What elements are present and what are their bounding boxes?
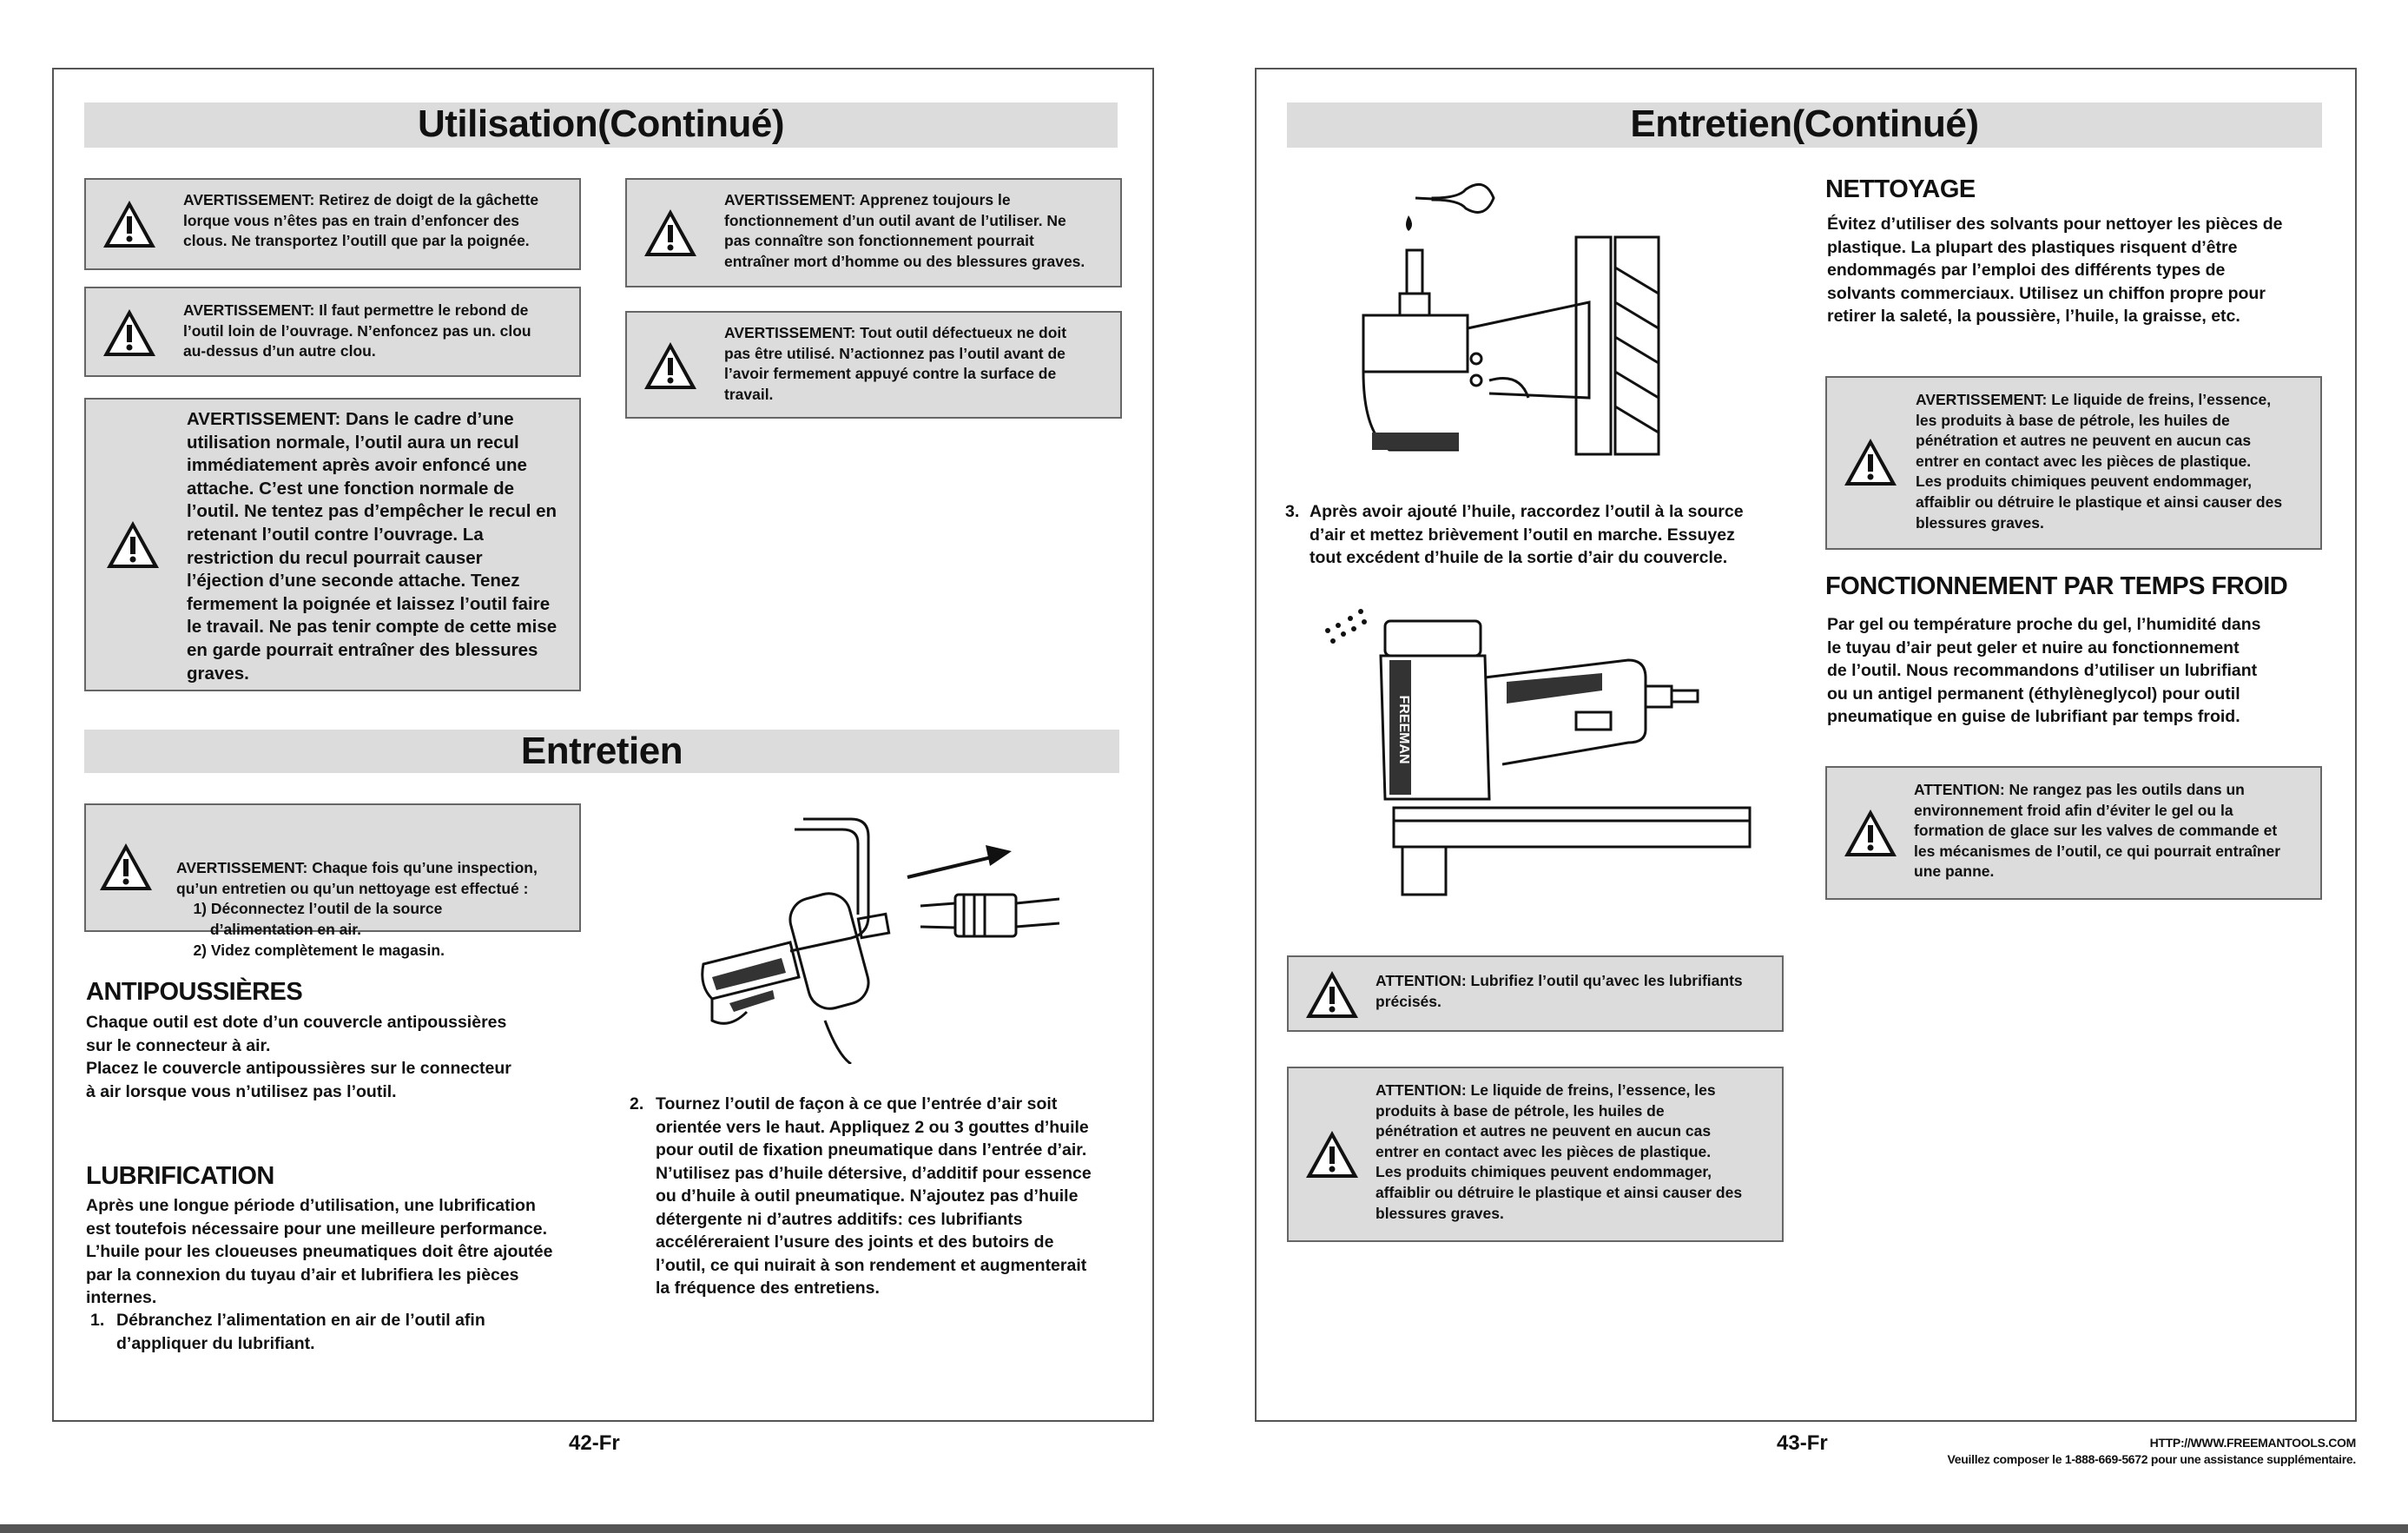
step-text: Tournez l’outil de façon à ce que l’entrée d’air soit orientée vers le haut. Appliquez 2 ou 3 gouttes d’huile pour outil de fixation pneumatique dans l’entrée d’air. N’utilisez pas d’huile détersive, d’additif pour essence ou d’huile à outil pneumatique. N’ajoutez pas d’huile détergente ni d’autres additifs: ces lubrifiants accéléreraient l’usure des joints et des butoirs de l’outil, ce qui nuirait à son rendement et augmenterait la fréquence des entretiens. xyxy=(656,1094,1092,1298)
step-number: 1. xyxy=(90,1311,105,1330)
warning-box-rebound xyxy=(84,287,581,377)
warning-triangle-icon xyxy=(1304,969,1360,1020)
footer-phone: Veuillez composer le 1-888-669-5672 pour une assistance supplémentaire. xyxy=(1947,1452,2356,1466)
warning-triangle-icon xyxy=(1843,437,1898,487)
step-number: 3. xyxy=(1285,502,1300,521)
attention-text: ATTENTION: Le liquide de freins, l’essence, les produits à base de pétrole, les huiles de pénétration et autres ne peuvent en aucun cas entrer en contact avec les pièces de plastique. Les produits chimiques peuvent endommager, affaiblir ou détruire le plastique et ainsi causer des blessures graves. xyxy=(1376,1081,1743,1222)
warning-box-brake-fluid xyxy=(1825,376,2322,550)
attention-text: ATTENTION: Ne rangez pas les outils dans un environnement froid afin d’éviter le gel ou la formation de glace sur les valves de commande et les mécanismes de l’outil, ce qui pourrait entraîner une panne. xyxy=(1914,781,2281,881)
warning-box-recoil xyxy=(84,398,581,691)
warning-text: AVERTISSEMENT: Chaque fois qu’une inspection, qu’un entretien ou qu’un nettoyage est effectué : 1) Déconnectez l’outil de la source d’alimentation en air. 2) Videz complètement le magasin. xyxy=(176,859,538,959)
heading-cold-weather: FONCTIONNEMENT PAR TEMPS FROID xyxy=(1825,572,2288,600)
warning-triangle-icon xyxy=(1843,808,1898,858)
attention-box-lubricants xyxy=(1287,955,1784,1032)
air-connector-illustration xyxy=(695,812,1059,1064)
list-item-step1 xyxy=(90,1309,581,1361)
step-text: Débranchez l’alimentation en air de l’outil afin d’appliquer du lubrifiant. xyxy=(116,1311,485,1353)
warning-triangle-icon xyxy=(643,208,698,258)
warning-triangle-icon xyxy=(102,307,157,358)
warning-triangle-icon xyxy=(102,199,157,249)
bottom-divider xyxy=(0,1524,2408,1533)
oil-bottle-illustration xyxy=(1337,172,1702,459)
list-item-step3 xyxy=(1285,500,1771,570)
para-lubrification: Après une longue période d’utilisation, une lubrification est toutefois nécessaire pour une meilleure performance. L’huile pour les cloueuses pneumatiques doit être ajoutée par la connexion du tuyau d’air et lubrifiera les pièces internes. xyxy=(86,1196,553,1307)
page-number-right: 43-Fr xyxy=(1777,1431,1828,1455)
page-number-left: 42-Fr xyxy=(569,1431,620,1455)
heading-nettoyage: NETTOYAGE xyxy=(1825,175,1976,203)
tool-brand-label: FREEMAN xyxy=(1396,695,1411,764)
para-antipoussieres: Chaque outil est dote d’un couvercle antipoussières sur le connecteur à air. Placez le couvercle antipoussières sur le connecteur à air lorsque vous n’utilisez pas l’outil. xyxy=(86,1013,511,1101)
attention-box-cold xyxy=(1825,766,2322,900)
warning-triangle-icon xyxy=(643,340,698,391)
attention-box-brake-fluid xyxy=(1287,1067,1784,1242)
warning-triangle-icon xyxy=(98,842,154,892)
warning-text: AVERTISSEMENT: Retirez de doigt de la gâchette lorque vous n’êtes pas en train d’enfoncer des clous. Ne transportez l’outill que par la poignée. xyxy=(183,191,539,250)
warning-box-maintenance xyxy=(84,803,581,959)
page-title-right: Entretien(Continué) xyxy=(1287,102,2322,148)
warning-box-defective xyxy=(625,311,1122,419)
oil-bottle-icon xyxy=(1415,184,1494,212)
para-cold-weather: Par gel ou température proche du gel, l’humidité dans le tuyau d’air peut geler et nuire au fonctionnement de l’outil. Nous recommandons d’utiliser un lubrifiant ou un antigel permanent (éthylèneglycol) pour outil pneumatique en guise de lubrifiant par temps froid. xyxy=(1827,615,2261,726)
step-text: Après avoir ajouté l’huile, raccordez l’outil à la source d’air et mettez brièvement l’outil en marche. Essuyez tout excédent d’huile de la sortie d’air du couvercle. xyxy=(1310,502,1744,567)
warning-triangle-icon xyxy=(105,519,161,570)
section-title-entretien: Entretien xyxy=(84,730,1119,773)
warning-box-finger xyxy=(84,178,581,270)
warning-text: AVERTISSEMENT: Dans le cadre d’une utilisation normale, l’outil aura un recul immédiatement après avoir enfoncé une attache. C’est une fonction normale de l’outil. Ne tentez pas d’empêcher le recul en retenant l’outil contre l’ouvrage. La restriction du recul pourrait causer l’éjection d’une seconde attache. Tenez fermement la poignée et laissez l’outil faire le travail. Ne pas tenir compte de cette mise en garde pourrait entraîner des blessures graves. xyxy=(187,409,557,684)
page-title-left: Utilisation(Continué) xyxy=(84,102,1118,148)
footer-url[interactable]: HTTP://WWW.FREEMANTOOLS.COM xyxy=(2149,1436,2356,1450)
heading-lubrification: LUBRIFICATION xyxy=(86,1162,274,1190)
para-nettoyage: Évitez d’utiliser des solvants pour nettoyer les pièces de plastique. La plupart des plastiques risquent d’être endommagés par l’emploi des différents types de solvants commerciaux. Utilisez un chiffon propre pour retirer la saleté, la poussière, l’huile, la graisse, etc. xyxy=(1827,215,2283,326)
step-number: 2. xyxy=(630,1094,644,1113)
list-item-step2 xyxy=(630,1093,1120,1310)
heading-antipoussieres: ANTIPOUSSIÈRES xyxy=(86,978,303,1006)
warning-text: AVERTISSEMENT: Il faut permettre le rebond de l’outil loin de l’ouvrage. N’enfoncez pas un. clou au-dessus d’un autre clou. xyxy=(183,301,531,360)
footer-contact xyxy=(1948,1435,2356,1468)
warning-triangle-icon xyxy=(1304,1129,1360,1179)
warning-text: AVERTISSEMENT: Apprenez toujours le fonctionnement d’un outil avant de l’utiliser. Ne pas connaître son fonctionnement pourrait entraîner mort d’homme ou des blessures graves. xyxy=(724,191,1085,270)
warning-box-learn xyxy=(625,178,1122,287)
warning-text: AVERTISSEMENT: Tout outil défectueux ne doit pas être utilisé. N’actionnez pas l’outil avant de l’avoir fermement appuyé contre la surface de travail. xyxy=(724,324,1067,403)
attention-text: ATTENTION: Lubrifiez l’outil qu’avec les lubrifiants précisés. xyxy=(1376,972,1743,1010)
nailer-illustration xyxy=(1316,599,1767,912)
warning-text: AVERTISSEMENT: Le liquide de freins, l’essence, les produits à base de pétrole, les huiles de pénétration et autres ne peuvent en aucun cas entrer en contact avec les pièces de plastique. Les produits chimiques peuvent endommager, affaiblir ou détruire le plastique et ainsi causer des blessures graves. xyxy=(1916,391,2283,532)
